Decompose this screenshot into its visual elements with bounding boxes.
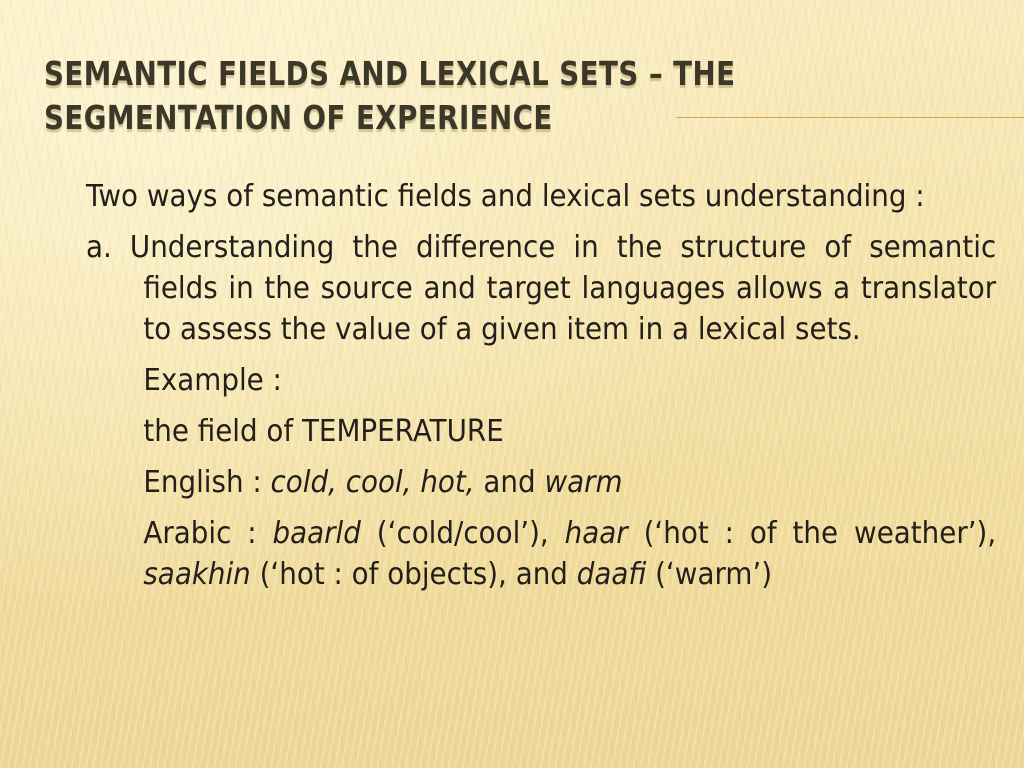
arabic-word-4: daafi [576,557,647,592]
english-and: and [474,465,545,500]
arabic-word-3: saakhin [143,557,251,592]
arabic-gloss-3: (‘hot : of objects), and [250,557,577,592]
intro-text: Two ways of semantic fields and lexical sets understanding : [86,179,925,214]
field-label: the field of TEMPERATURE [143,414,504,449]
example-label: Example : [143,363,282,398]
slide-title: SEMANTIC FIELDS AND LEXICAL SETS – THE SEGMENTATION OF EXPERIENCE [44,54,736,137]
arabic-gloss-2: (‘hot : of the weather’), [627,516,997,551]
slide-body [86,176,996,595]
english-label: English : [143,465,271,500]
arabic-gloss-1: (‘cold/cool’), [360,516,565,551]
arabic-example [86,513,996,595]
arabic-gloss-4: (‘warm’) [646,557,773,592]
arabic-word-2: haar [564,516,628,551]
english-example [86,462,996,503]
point-a-text: a. Understanding the difference in the structure of semantic fields in the source and target languages allows a translator to assess the value of a given item in a lexical sets. [86,230,997,347]
english-word-warm: warm [544,465,623,500]
arabic-label: Arabic : [143,516,273,551]
arabic-word-1: baarld [272,516,361,551]
title-underline [676,117,1024,118]
english-words: cold, cool, hot, [270,465,475,500]
